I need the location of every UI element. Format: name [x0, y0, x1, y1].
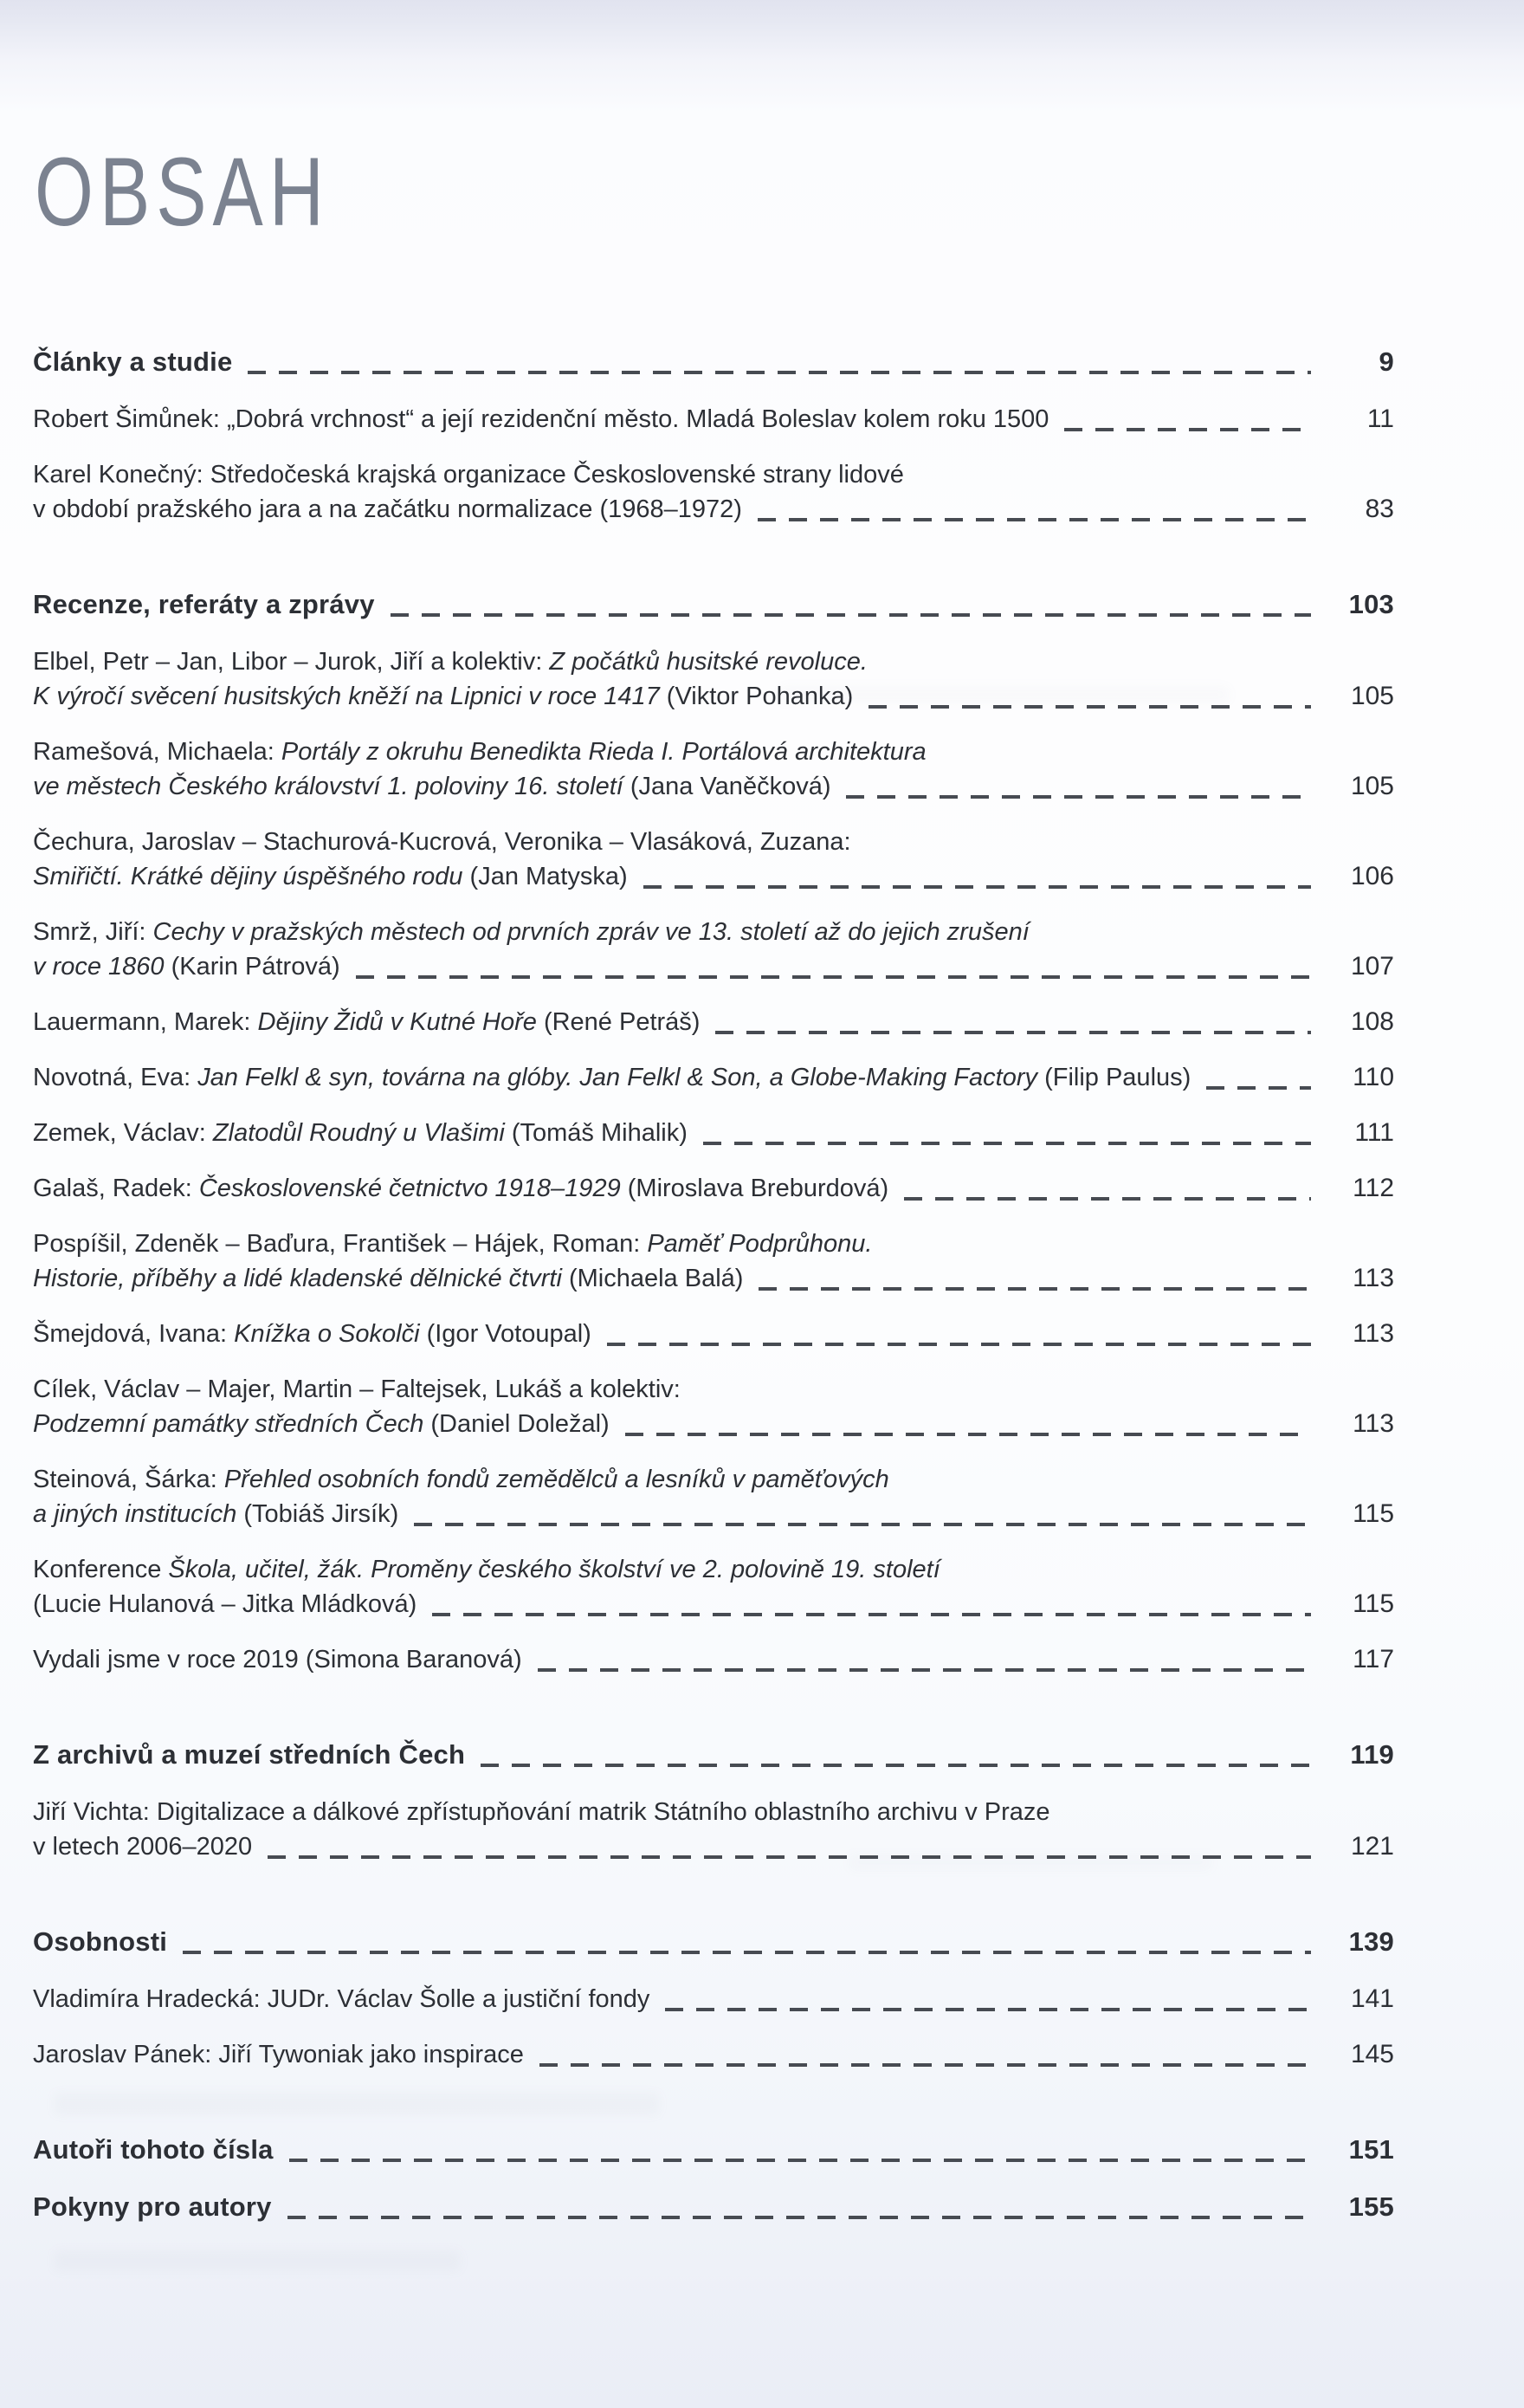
toc-title-italic: Škola, učitel, žák. Proměny českého školství ve 2. polovině 19. století	[168, 1556, 940, 1583]
dashed-leader	[703, 1142, 1311, 1145]
toc-title-italic: Přehled osobních fondů zemědělců a lesníků v paměťových	[223, 1466, 889, 1493]
toc-text: Lauermann, Marek:	[33, 1008, 258, 1036]
toc-section-row	[33, 1925, 1394, 1959]
toc-text: (René Petráš)	[543, 1008, 701, 1036]
toc-text: Novotná, Eva:	[33, 1064, 198, 1091]
toc-entry-row	[33, 915, 1394, 984]
page-number: 155	[1348, 2191, 1394, 2222]
toc-entry-line	[33, 1171, 1394, 1206]
toc-text: Jaroslav Pánek: Jiří Tywoniak jako inspirace	[33, 2041, 524, 2068]
page-number: 111	[1354, 1118, 1394, 1147]
toc-entry-line	[33, 1982, 1394, 2016]
page-number: 113	[1353, 1264, 1394, 1292]
dashed-leader	[539, 2063, 1311, 2067]
toc-text: Z archivů a muzeí středních Čech	[33, 1739, 466, 1770]
toc-title-italic: Jan Felkl & syn, továrna na glóby. Jan Felkl & Son, a Globe-Making Factory	[197, 1064, 1045, 1091]
page-number: 83	[1365, 495, 1394, 523]
toc-text: (Jan Matyska)	[469, 863, 628, 890]
toc-section-row	[33, 345, 1394, 379]
dashed-leader	[846, 795, 1311, 799]
toc-list	[33, 345, 1394, 2247]
toc-entry-row	[33, 1227, 1394, 1296]
page-number: 115	[1353, 1589, 1394, 1618]
page-number: 141	[1350, 1984, 1394, 2013]
toc-entry-row	[33, 1116, 1394, 1150]
dashed-leader	[759, 1287, 1311, 1291]
dashed-leader	[904, 1197, 1311, 1201]
dashed-leader	[391, 613, 1311, 617]
toc-text: Smrž, Jiří:	[33, 918, 153, 946]
page-number: 9	[1379, 346, 1394, 377]
toc-entry-line	[33, 1407, 1394, 1441]
toc-text: Čechura, Jaroslav – Stachurová-Kucrová, Veronika – Vlasáková, Zuzana:	[33, 828, 851, 856]
toc-entry-row	[33, 1552, 1394, 1622]
toc-entry-row	[33, 1317, 1394, 1351]
toc-entry-line	[33, 1462, 1394, 1497]
page-number: 11	[1366, 405, 1394, 433]
toc-section-row	[33, 2190, 1394, 2224]
toc-section-line	[33, 345, 1394, 379]
dashed-leader	[289, 2159, 1311, 2162]
toc-text: (Tobiáš Jirsík)	[243, 1500, 399, 1528]
page-number: 115	[1353, 1499, 1394, 1528]
page-number: 103	[1348, 589, 1394, 619]
toc-title-italic: ve městech Českého království 1. poloviny 16. století	[33, 773, 630, 800]
toc-title-italic: Portály z okruhu Benedikta Rieda I. Portálová architektura	[281, 738, 927, 766]
toc-entry-line	[33, 2037, 1394, 2072]
toc-text: (Tomáš Mihalik)	[511, 1119, 688, 1147]
toc-entry-line	[33, 492, 1394, 527]
page-number: 117	[1353, 1645, 1394, 1673]
toc-entry-line	[33, 769, 1394, 804]
dashed-leader	[183, 1951, 1311, 1954]
toc-entry-row	[33, 825, 1394, 894]
toc-text: Šmejdová, Ivana:	[33, 1320, 235, 1348]
toc-section-line	[33, 2133, 1394, 2167]
toc-section-row	[33, 1738, 1394, 1772]
toc-text: Galaš, Radek:	[33, 1175, 199, 1202]
page-number: 107	[1350, 952, 1394, 981]
toc-entry-line	[33, 457, 1394, 492]
toc-text: Autoři tohoto čísla	[33, 2134, 274, 2165]
dashed-leader	[248, 371, 1311, 374]
page-number: 121	[1350, 1832, 1394, 1861]
toc-text: Zemek, Václav:	[33, 1119, 213, 1147]
toc-entry-line	[33, 402, 1394, 437]
toc-title-italic: Knížka o Sokolči	[234, 1320, 427, 1348]
toc-entry-line	[33, 1587, 1394, 1622]
toc-entry-line	[33, 1497, 1394, 1531]
dashed-leader	[287, 2216, 1311, 2219]
toc-entry-line	[33, 915, 1394, 949]
page-number: 108	[1350, 1007, 1394, 1036]
toc-text: v letech 2006–2020	[33, 1833, 253, 1861]
toc-text: Osobnosti	[33, 1926, 168, 1957]
page-number: 113	[1353, 1409, 1394, 1438]
dashed-leader	[356, 975, 1311, 979]
dashed-leader	[643, 885, 1311, 889]
page-number: 105	[1350, 682, 1394, 710]
toc-title-italic: Dějiny Židů v Kutné Hoře	[257, 1008, 544, 1036]
toc-entry-row	[33, 735, 1394, 804]
toc-entry-row	[33, 1462, 1394, 1531]
toc-text: Cílek, Václav – Majer, Martin – Faltejsek, Lukáš a kolektiv:	[33, 1376, 681, 1403]
page-number: 110	[1353, 1063, 1394, 1091]
toc-title-italic: Historie, příběhy a lidé kladenské dělnické čtvrti	[33, 1265, 569, 1292]
toc-section-line	[33, 2190, 1394, 2224]
toc-text: Vladimíra Hradecká: JUDr. Václav Šolle a justiční fondy	[33, 1985, 650, 2013]
dashed-leader	[758, 518, 1311, 521]
toc-text: (Lucie Hulanová – Jitka Mládková)	[33, 1590, 417, 1618]
toc-entry-row	[33, 1642, 1394, 1677]
dashed-leader	[1206, 1086, 1311, 1090]
toc-text: (Miroslava Breburdová)	[627, 1175, 889, 1202]
toc-section-line	[33, 587, 1394, 622]
toc-text: Konference	[33, 1556, 169, 1583]
toc-entry-row	[33, 644, 1394, 714]
toc-entry-row	[33, 1372, 1394, 1441]
toc-entry-line	[33, 679, 1394, 714]
toc-text: (Daniel Doležal)	[430, 1410, 610, 1438]
toc-entry-line	[33, 1372, 1394, 1407]
toc-entry-line	[33, 859, 1394, 894]
toc-entry-line	[33, 735, 1394, 769]
toc-text: (Filip Paulus)	[1044, 1064, 1191, 1091]
toc-section-line	[33, 1738, 1394, 1772]
toc-text: Pospíšil, Zdeněk – Baďura, František – Hájek, Roman:	[33, 1230, 648, 1258]
toc-entry-line	[33, 1317, 1394, 1351]
toc-title-italic: a jiných institucích	[33, 1500, 244, 1528]
toc-text: Vydali jsme v roce 2019 (Simona Baranová)	[33, 1646, 522, 1673]
toc-text: Karel Konečný: Středočeská krajská organizace Československé strany lidové	[33, 461, 904, 489]
toc-text: Steinová, Šárka:	[33, 1466, 224, 1493]
dashed-leader	[607, 1343, 1311, 1346]
page-number: 151	[1348, 2134, 1394, 2165]
toc-title-italic: Československé četnictvo 1918–1929	[198, 1175, 628, 1202]
toc-title-italic: Smiřičtí. Krátké dějiny úspěšného rodu	[33, 863, 470, 890]
toc-title-italic: Z počátků husitské revoluce.	[549, 648, 868, 676]
toc-text: (Igor Votoupal)	[426, 1320, 591, 1348]
page-number: 105	[1350, 772, 1394, 800]
toc-text: Pokyny pro autory	[33, 2191, 272, 2222]
dashed-leader	[715, 1031, 1311, 1034]
page-number: 112	[1353, 1174, 1394, 1202]
toc-text: (Michaela Balá)	[568, 1265, 744, 1292]
toc-title-italic: Podzemní památky středních Čech	[33, 1410, 431, 1438]
toc-entry-line	[33, 1795, 1394, 1829]
bleedthrough-artifact	[54, 2250, 461, 2271]
page-title: OBSAH	[35, 138, 330, 246]
toc-entry-line	[33, 949, 1394, 984]
toc-text: Články a studie	[33, 346, 233, 377]
page-number: 139	[1348, 1926, 1394, 1957]
toc-entry-line	[33, 1060, 1394, 1095]
page-number: 145	[1350, 2040, 1394, 2068]
dashed-leader	[432, 1613, 1311, 1616]
page-number: 106	[1350, 862, 1394, 890]
page-number: 119	[1350, 1739, 1394, 1770]
toc-section-row	[33, 2133, 1394, 2167]
toc-section-line	[33, 1925, 1394, 1959]
toc-entry-row	[33, 1982, 1394, 2016]
dashed-leader	[538, 1668, 1311, 1672]
toc-text: v období pražského jara a na začátku normalizace (1968–1972)	[33, 495, 742, 523]
toc-entry-row	[33, 1795, 1394, 1864]
toc-text: Jiří Vichta: Digitalizace a dálkové zpřístupňování matrik Státního oblastního archivu v Praze	[33, 1798, 1050, 1826]
toc-entry-row	[33, 1060, 1394, 1095]
toc-entry-row	[33, 1005, 1394, 1039]
toc-title-italic: Paměť Podprůhonu.	[647, 1230, 873, 1258]
dashed-leader	[268, 1855, 1311, 1859]
toc-entry-line	[33, 1227, 1394, 1261]
dashed-leader	[625, 1433, 1311, 1436]
toc-text: Ramešová, Michaela:	[33, 738, 281, 766]
toc-entry-line	[33, 1005, 1394, 1039]
dashed-leader	[481, 1764, 1311, 1767]
page-number: 113	[1353, 1319, 1394, 1348]
toc-entry-row	[33, 1171, 1394, 1206]
toc-section-row	[33, 587, 1394, 622]
toc-title-italic: K výročí svěcení husitských kněží na Lipnici v roce 1417	[33, 683, 667, 710]
toc-entry-line	[33, 1552, 1394, 1587]
toc-entry-line	[33, 644, 1394, 679]
toc-text: (Jana Vaněčková)	[630, 773, 831, 800]
dashed-leader	[1064, 428, 1311, 431]
dashed-leader	[869, 705, 1311, 709]
dashed-leader	[414, 1523, 1311, 1526]
toc-entry-row	[33, 402, 1394, 437]
toc-title-italic: Cechy v pražských městech od prvních zpráv ve 13. století až do jejich zrušení	[152, 918, 1030, 946]
toc-title-italic: Zlatodůl Roudný u Vlašimi	[212, 1119, 512, 1147]
toc-text: (Karin Pátrová)	[171, 953, 340, 981]
toc-entry-line	[33, 1642, 1394, 1677]
toc-title-italic: v roce 1860	[33, 953, 171, 981]
dashed-leader	[665, 2008, 1311, 2011]
toc-entry-row	[33, 457, 1394, 527]
toc-text: Elbel, Petr – Jan, Libor – Jurok, Jiří a kolektiv:	[33, 648, 550, 676]
toc-entry-row	[33, 2037, 1394, 2072]
toc-entry-line	[33, 825, 1394, 859]
toc-entry-line	[33, 1116, 1394, 1150]
toc-entry-line	[33, 1829, 1394, 1864]
toc-text: Recenze, referáty a zprávy	[33, 589, 375, 619]
toc-text: (Viktor Pohanka)	[666, 683, 854, 710]
toc-entry-line	[33, 1261, 1394, 1296]
toc-text: Robert Šimůnek: „Dobrá vrchnost“ a její rezidenční město. Mladá Boleslav kolem roku 1500	[33, 405, 1049, 433]
